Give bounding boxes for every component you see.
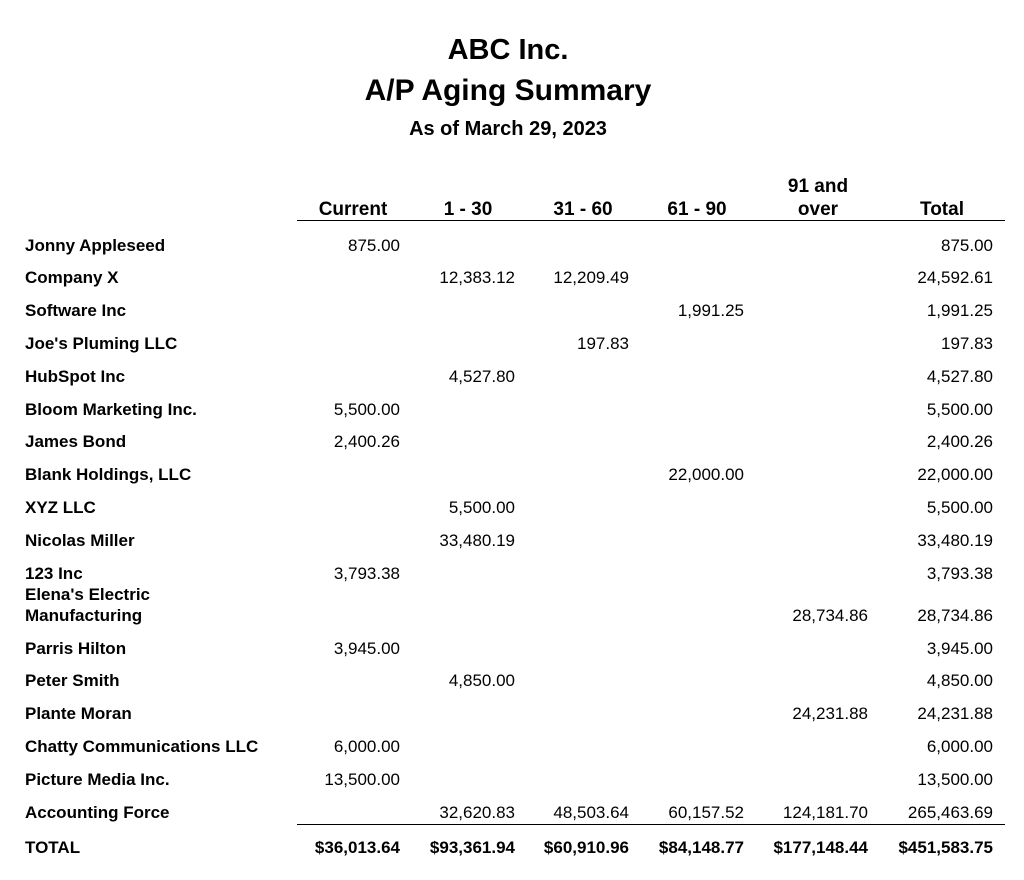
current-amount: 13,500.00 [324, 770, 400, 789]
table-row [0, 498, 1024, 531]
row-total: 4,527.80 [926, 367, 993, 386]
row-total: 3,945.00 [926, 639, 993, 658]
current-amount: 875.00 [348, 236, 400, 255]
total-label: TOTAL [25, 838, 81, 857]
vendor-name: Parris Hilton [25, 639, 127, 658]
amount-61-90: 22,000.00 [668, 465, 744, 484]
amount-31-60: 48,503.64 [553, 803, 629, 822]
total-91-over: $177,148.44 [773, 838, 868, 857]
vendor-name: Nicolas Miller [25, 531, 135, 550]
table-row [0, 301, 1024, 334]
current-amount: 2,400.26 [333, 432, 400, 451]
vendor-name: Joe's Pluming LLC [25, 334, 178, 353]
amount-91-over: 124,181.70 [782, 803, 868, 822]
column-header-31-60: 31 - 60 [553, 199, 613, 220]
header-divider [297, 220, 1005, 221]
vendor-name: Peter Smith [25, 671, 120, 690]
total-1-30: $93,361.94 [429, 838, 515, 857]
column-header-total: Total [920, 199, 964, 220]
column-header-91-over-line1: 91 and [787, 176, 849, 197]
amount-1-30: 12,383.12 [439, 268, 515, 287]
table-row [0, 704, 1024, 737]
vendor-name: Blank Holdings, LLC [25, 465, 192, 484]
row-total: 1,991.25 [926, 301, 993, 320]
table-row [0, 770, 1024, 803]
table-row [0, 400, 1024, 433]
table-row [0, 465, 1024, 498]
row-total: 3,793.38 [926, 564, 993, 583]
row-total: 2,400.26 [926, 432, 993, 451]
current-amount: 3,945.00 [333, 639, 400, 658]
row-total: 22,000.00 [917, 465, 993, 484]
amount-61-90: 1,991.25 [677, 301, 744, 320]
total-61-90: $84,148.77 [658, 838, 744, 857]
vendor-name-line2: Manufacturing [25, 606, 143, 625]
grand-total: $451,583.75 [898, 838, 993, 857]
table-row [0, 268, 1024, 301]
vendor-name: Bloom Marketing Inc. [25, 400, 197, 419]
table-row [0, 236, 1024, 269]
vendor-name: Software Inc [25, 301, 127, 320]
amount-31-60: 197.83 [577, 334, 629, 353]
current-amount: 3,793.38 [333, 564, 400, 583]
row-total: 5,500.00 [926, 400, 993, 419]
report-title: A/P Aging Summary [364, 74, 652, 107]
total-divider [297, 824, 1005, 825]
total-31-60: $60,910.96 [543, 838, 629, 857]
current-amount: 6,000.00 [333, 737, 400, 756]
vendor-name-line1: Elena's Electric [25, 585, 151, 604]
amount-91-over: 28,734.86 [792, 606, 868, 625]
company-name: ABC Inc. [447, 34, 569, 66]
vendor-name: Jonny Appleseed [25, 236, 166, 255]
amount-61-90: 60,157.52 [668, 803, 744, 822]
column-header-1-30: 1 - 30 [443, 199, 493, 220]
amount-1-30: 32,620.83 [439, 803, 515, 822]
table-row [0, 737, 1024, 770]
row-total: 6,000.00 [926, 737, 993, 756]
vendor-name: James Bond [25, 432, 127, 451]
row-total: 875.00 [941, 236, 993, 255]
table-row [0, 639, 1024, 672]
vendor-name: Company X [25, 268, 119, 287]
table-row [0, 671, 1024, 704]
amount-91-over: 24,231.88 [792, 704, 868, 723]
table-row [0, 531, 1024, 564]
amount-1-30: 4,850.00 [448, 671, 515, 690]
total-row [0, 838, 1024, 871]
vendor-name: XYZ LLC [25, 498, 96, 517]
vendor-name: Plante Moran [25, 704, 132, 723]
row-total: 24,592.61 [917, 268, 993, 287]
vendor-name: Chatty Communications LLC [25, 737, 259, 756]
vendor-name: HubSpot Inc [25, 367, 126, 386]
row-total: 5,500.00 [926, 498, 993, 517]
amount-1-30: 5,500.00 [448, 498, 515, 517]
table-row [0, 367, 1024, 400]
report-date: As of March 29, 2023 [409, 118, 607, 140]
total-current: $36,013.64 [314, 838, 400, 857]
row-total: 33,480.19 [917, 531, 993, 550]
table-row [0, 803, 1024, 836]
row-total: 13,500.00 [917, 770, 993, 789]
column-header-91-over-line2: over [797, 199, 839, 220]
table-row [0, 585, 1024, 629]
column-header-current: Current [318, 199, 388, 220]
amount-1-30: 4,527.80 [448, 367, 515, 386]
row-total: 265,463.69 [907, 803, 993, 822]
table-row [0, 432, 1024, 465]
row-total: 4,850.00 [926, 671, 993, 690]
current-amount: 5,500.00 [333, 400, 400, 419]
column-header-61-90: 61 - 90 [667, 199, 727, 220]
table-row [0, 334, 1024, 367]
amount-31-60: 12,209.49 [553, 268, 629, 287]
vendor-name: Picture Media Inc. [25, 770, 170, 789]
vendor-name: 123 Inc [25, 564, 83, 583]
row-total: 28,734.86 [917, 606, 993, 625]
row-total: 197.83 [941, 334, 993, 353]
amount-1-30: 33,480.19 [439, 531, 515, 550]
vendor-name: Accounting Force [25, 803, 170, 822]
row-total: 24,231.88 [917, 704, 993, 723]
